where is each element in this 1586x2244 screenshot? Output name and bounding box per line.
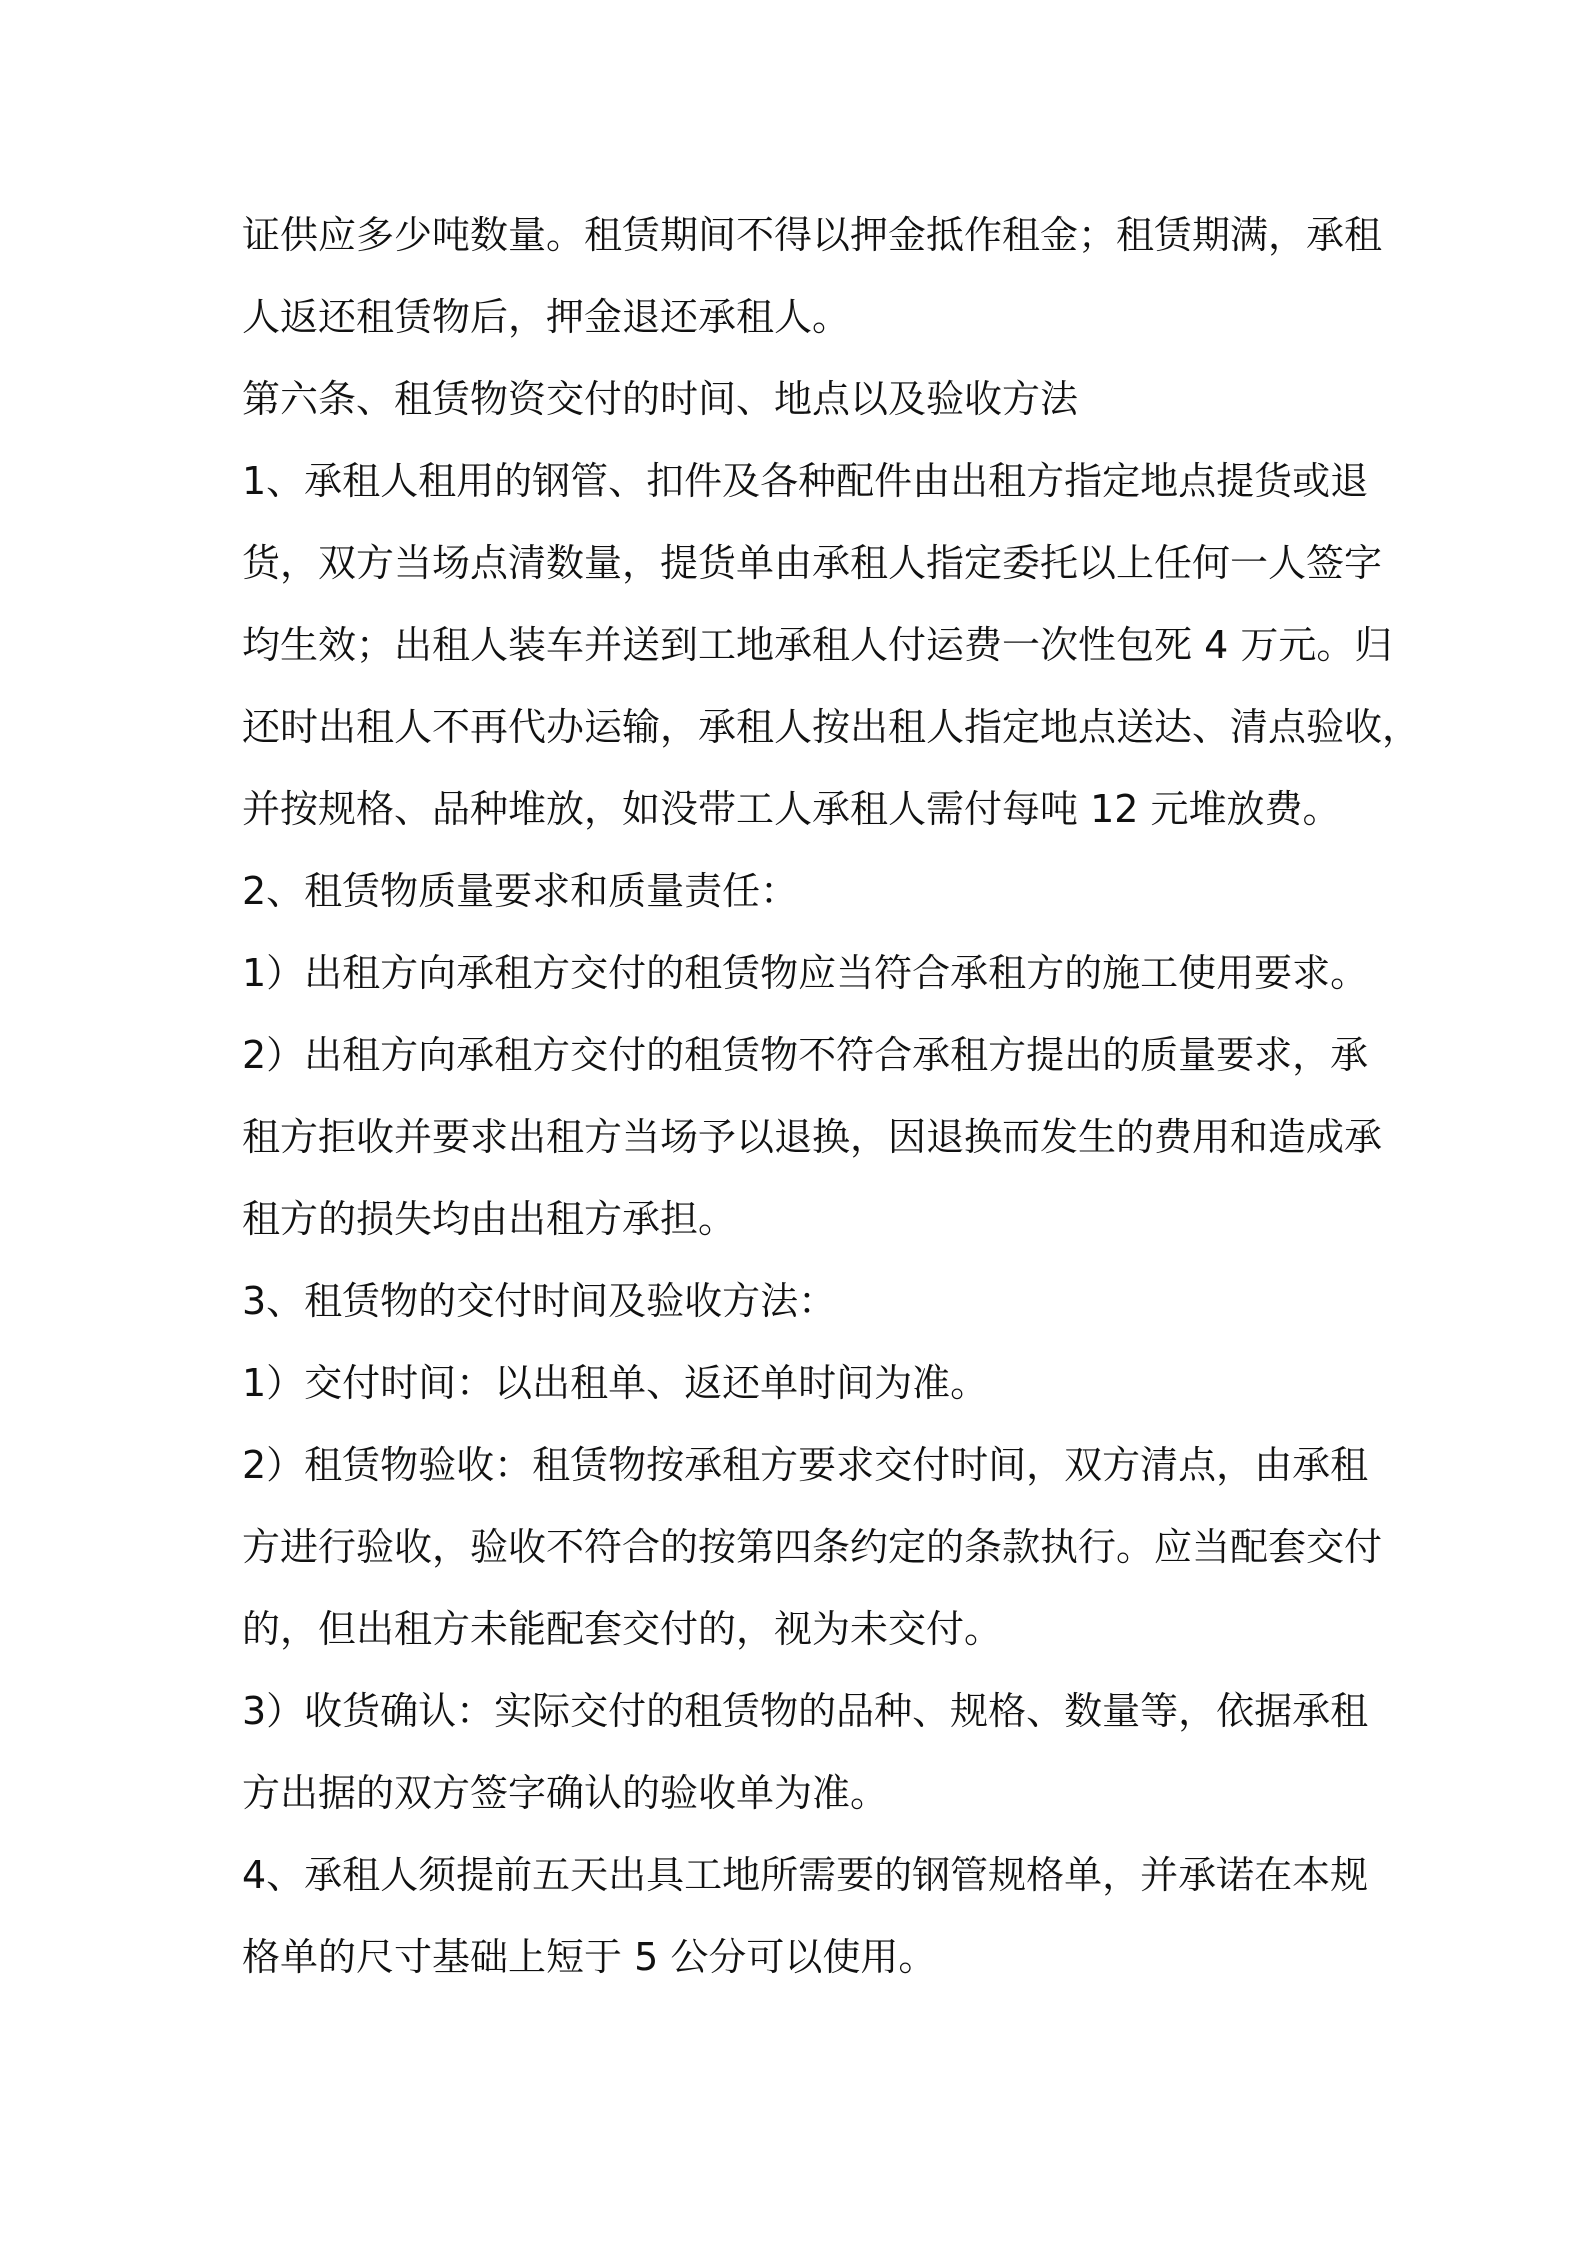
text-line: 格单的尺寸基础上短于 5 公分可以使用。 <box>242 1935 937 1979</box>
text-line: 3）收货确认：实际交付的租赁物的品种、规格、数量等，依据承租 <box>242 1689 1369 1733</box>
text-line: 方出据的双方签字确认的验收单为准。 <box>242 1771 889 1815</box>
text-line: 2）租赁物验收：租赁物按承租方要求交付时间，双方清点，由承租 <box>242 1443 1369 1487</box>
section-heading: 第六条、租赁物资交付的时间、地点以及验收方法 <box>242 377 1079 421</box>
document-body <box>242 194 1421 1998</box>
text-line: 还时出租人不再代办运输，承租人按出租人指定地点送达、清点验收， <box>242 705 1421 749</box>
text-line: 2）出租方向承租方交付的租赁物不符合承租方提出的质量要求，承 <box>242 1033 1369 1077</box>
text-line: 2、租赁物质量要求和质量责任： <box>242 869 799 913</box>
text-line: 货，双方当场点清数量，提货单由承租人指定委托以上任何一人签字 <box>242 541 1383 585</box>
text-line: 的，但出租方未能配套交付的，视为未交付。 <box>242 1607 1003 1651</box>
text-line: 均生效；出租人装车并送到工地承租人付运费一次性包死 4 万元。归 <box>242 623 1393 667</box>
text-line: 证供应多少吨数量。租赁期间不得以押金抵作租金；租赁期满，承租 <box>242 213 1383 257</box>
text-line: 并按规格、品种堆放，如没带工人承租人需付每吨 12 元堆放费。 <box>242 787 1341 831</box>
text-line: 租方拒收并要求出租方当场予以退换，因退换而发生的费用和造成承 <box>242 1115 1383 1159</box>
text-line: 人返还租赁物后，押金退还承租人。 <box>242 295 851 339</box>
text-line: 租方的损失均由出租方承担。 <box>242 1197 737 1241</box>
text-line: 方进行验收，验收不符合的按第四条约定的条款执行。应当配套交付 <box>242 1525 1383 1569</box>
text-line: 1）交付时间：以出租单、返还单时间为准。 <box>242 1361 989 1405</box>
text-line: 4、承租人须提前五天出具工地所需要的钢管规格单，并承诺在本规 <box>242 1853 1369 1897</box>
text-line: 1、承租人租用的钢管、扣件及各种配件由出租方指定地点提货或退 <box>242 459 1369 503</box>
text-line: 1）出租方向承租方交付的租赁物应当符合承租方的施工使用要求。 <box>242 951 1369 995</box>
text-line: 3、租赁物的交付时间及验收方法： <box>242 1279 837 1323</box>
